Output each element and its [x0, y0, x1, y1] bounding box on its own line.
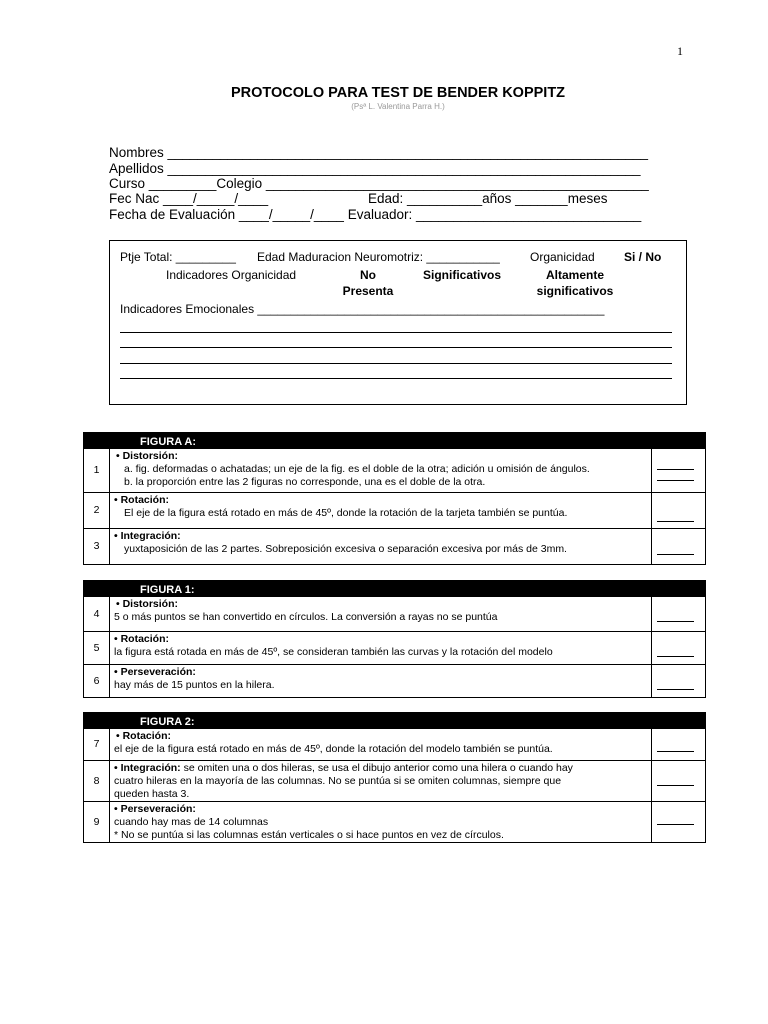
- item-text: se omiten una o dos hileras, se usa el dibujo anterior como una hilera o cuando hay: [180, 762, 573, 774]
- field-edad[interactable]: Edad: __________años _______meses: [368, 191, 608, 206]
- item-number: 9: [84, 802, 110, 843]
- page-subtitle: (Psª L. Valentina Parra H.): [351, 102, 445, 111]
- score-line[interactable]: [657, 656, 694, 657]
- item-text: 5 o más puntos se han convertido en círculos. La conversión a rayas no se puntúa: [114, 611, 498, 623]
- table-row: [84, 665, 706, 698]
- item-text: b. la proporción entre las 2 figuras no corresponde, una es el doble de la otra.: [124, 476, 486, 488]
- table-row: [84, 729, 706, 761]
- field-curso-colegio[interactable]: Curso _________Colegio ___________________________________________________: [109, 176, 649, 191]
- item-title: • Perseveración:: [114, 666, 196, 678]
- item-text: queden hasta 3.: [114, 788, 190, 800]
- score-line[interactable]: [657, 689, 694, 690]
- table-row: [84, 597, 706, 632]
- item-text: cuatro hileras en la mayoría de las columnas. No se puntúa si se omiten columnas, siempre que: [114, 775, 562, 787]
- writing-line[interactable]: [120, 378, 672, 379]
- organicidad-label: Organicidad: [530, 250, 595, 264]
- table-row: [84, 632, 706, 665]
- field-fecha-evaluacion[interactable]: Fecha de Evaluación ____/_____/____ Evaluador: ______________________________: [109, 207, 642, 222]
- writing-line[interactable]: [120, 332, 672, 333]
- score-line[interactable]: [657, 480, 694, 481]
- item-number: 5: [84, 632, 110, 665]
- item-title: • Rotación:: [114, 494, 170, 506]
- altamente-label-2: significativos: [536, 284, 614, 298]
- item-text: hay más de 15 puntos en la hilera.: [114, 679, 275, 691]
- table-row: [84, 761, 706, 802]
- item-title: • Distorsión:: [116, 450, 179, 462]
- indicadores-organicidad-label: Indicadores Organicidad: [166, 268, 297, 282]
- item-text: * No se puntúa si las columnas están verticales o si hace puntos en vez de círculos.: [114, 829, 504, 841]
- score-line[interactable]: [657, 751, 694, 752]
- field-apellidos[interactable]: Apellidos _______________________________________________________________: [109, 161, 641, 176]
- results-box: [109, 240, 687, 405]
- no-presenta-label-2: Presenta: [342, 284, 394, 298]
- item-number: 4: [84, 597, 110, 632]
- page-number: 1: [677, 44, 683, 58]
- item-title: • Perseveración:: [114, 803, 196, 815]
- item-text: yuxtaposición de las 2 partes. Sobreposición excesiva o separación excesiva por más de 3mm.: [124, 543, 567, 555]
- table-row: [84, 449, 706, 493]
- section-header: FIGURA 2:: [110, 713, 706, 729]
- no-presenta-label-1: No: [360, 268, 376, 282]
- item-title: • Distorsión:: [116, 598, 179, 610]
- item-title: • Integración:: [114, 762, 181, 774]
- ptje-total[interactable]: Ptje Total: _________: [120, 250, 236, 264]
- item-number: 3: [84, 529, 110, 565]
- section-header: FIGURA 1:: [110, 581, 706, 597]
- writing-line[interactable]: [120, 363, 672, 364]
- item-title: • Rotación:: [116, 730, 172, 742]
- item-text: el eje de la figura está rotado en más de 45º, donde la rotación del modelo también se puntúa.: [114, 743, 553, 755]
- item-number: 2: [84, 493, 110, 529]
- altamente-label-1: Altamente: [545, 268, 604, 282]
- si-no-option[interactable]: Si / No: [624, 250, 662, 264]
- item-number: 1: [84, 449, 110, 493]
- table-row: [84, 529, 706, 565]
- writing-line[interactable]: [120, 347, 672, 348]
- score-line[interactable]: [657, 621, 694, 622]
- item-text: El eje de la figura está rotado en más de 45º, donde la rotación de la tarjeta también se puntúa.: [124, 507, 568, 519]
- table-row: [84, 493, 706, 529]
- item-number: 6: [84, 665, 110, 698]
- field-fecha-nacimiento[interactable]: Fec Nac ____/_____/____: [109, 191, 269, 206]
- section-figura-1: [83, 580, 706, 698]
- item-number: 7: [84, 729, 110, 761]
- field-nombres[interactable]: Nombres ________________________________________________________________: [109, 145, 649, 160]
- table-row: [84, 802, 706, 843]
- section-figura-a: [83, 432, 706, 565]
- item-title: • Rotación:: [114, 633, 170, 645]
- score-line[interactable]: [657, 785, 694, 786]
- section-header: FIGURA A:: [110, 433, 706, 449]
- item-text: la figura está rotada en más de 45º, se consideran también las curvas y la rotación del modelo: [114, 646, 553, 658]
- score-line[interactable]: [657, 824, 694, 825]
- item-number: 8: [84, 761, 110, 802]
- score-line[interactable]: [657, 554, 694, 555]
- page-title: PROTOCOLO PARA TEST DE BENDER KOPPITZ: [230, 85, 566, 101]
- section-figura-2: [83, 712, 706, 843]
- indicadores-emocionales[interactable]: Indicadores Emocionales ____________________________________________________: [120, 302, 605, 316]
- item-title: • Integración:: [114, 530, 181, 542]
- item-text: a. fig. deformadas o achatadas; un eje de la fig. es el doble de la otra; adición u omisión de ángulos.: [124, 463, 590, 475]
- item-text: cuando hay mas de 14 columnas: [114, 816, 269, 828]
- score-line[interactable]: [657, 521, 694, 522]
- significativos-label: Significativos: [423, 268, 502, 282]
- edad-maduracion[interactable]: Edad Maduracion Neuromotriz: ___________: [257, 250, 500, 264]
